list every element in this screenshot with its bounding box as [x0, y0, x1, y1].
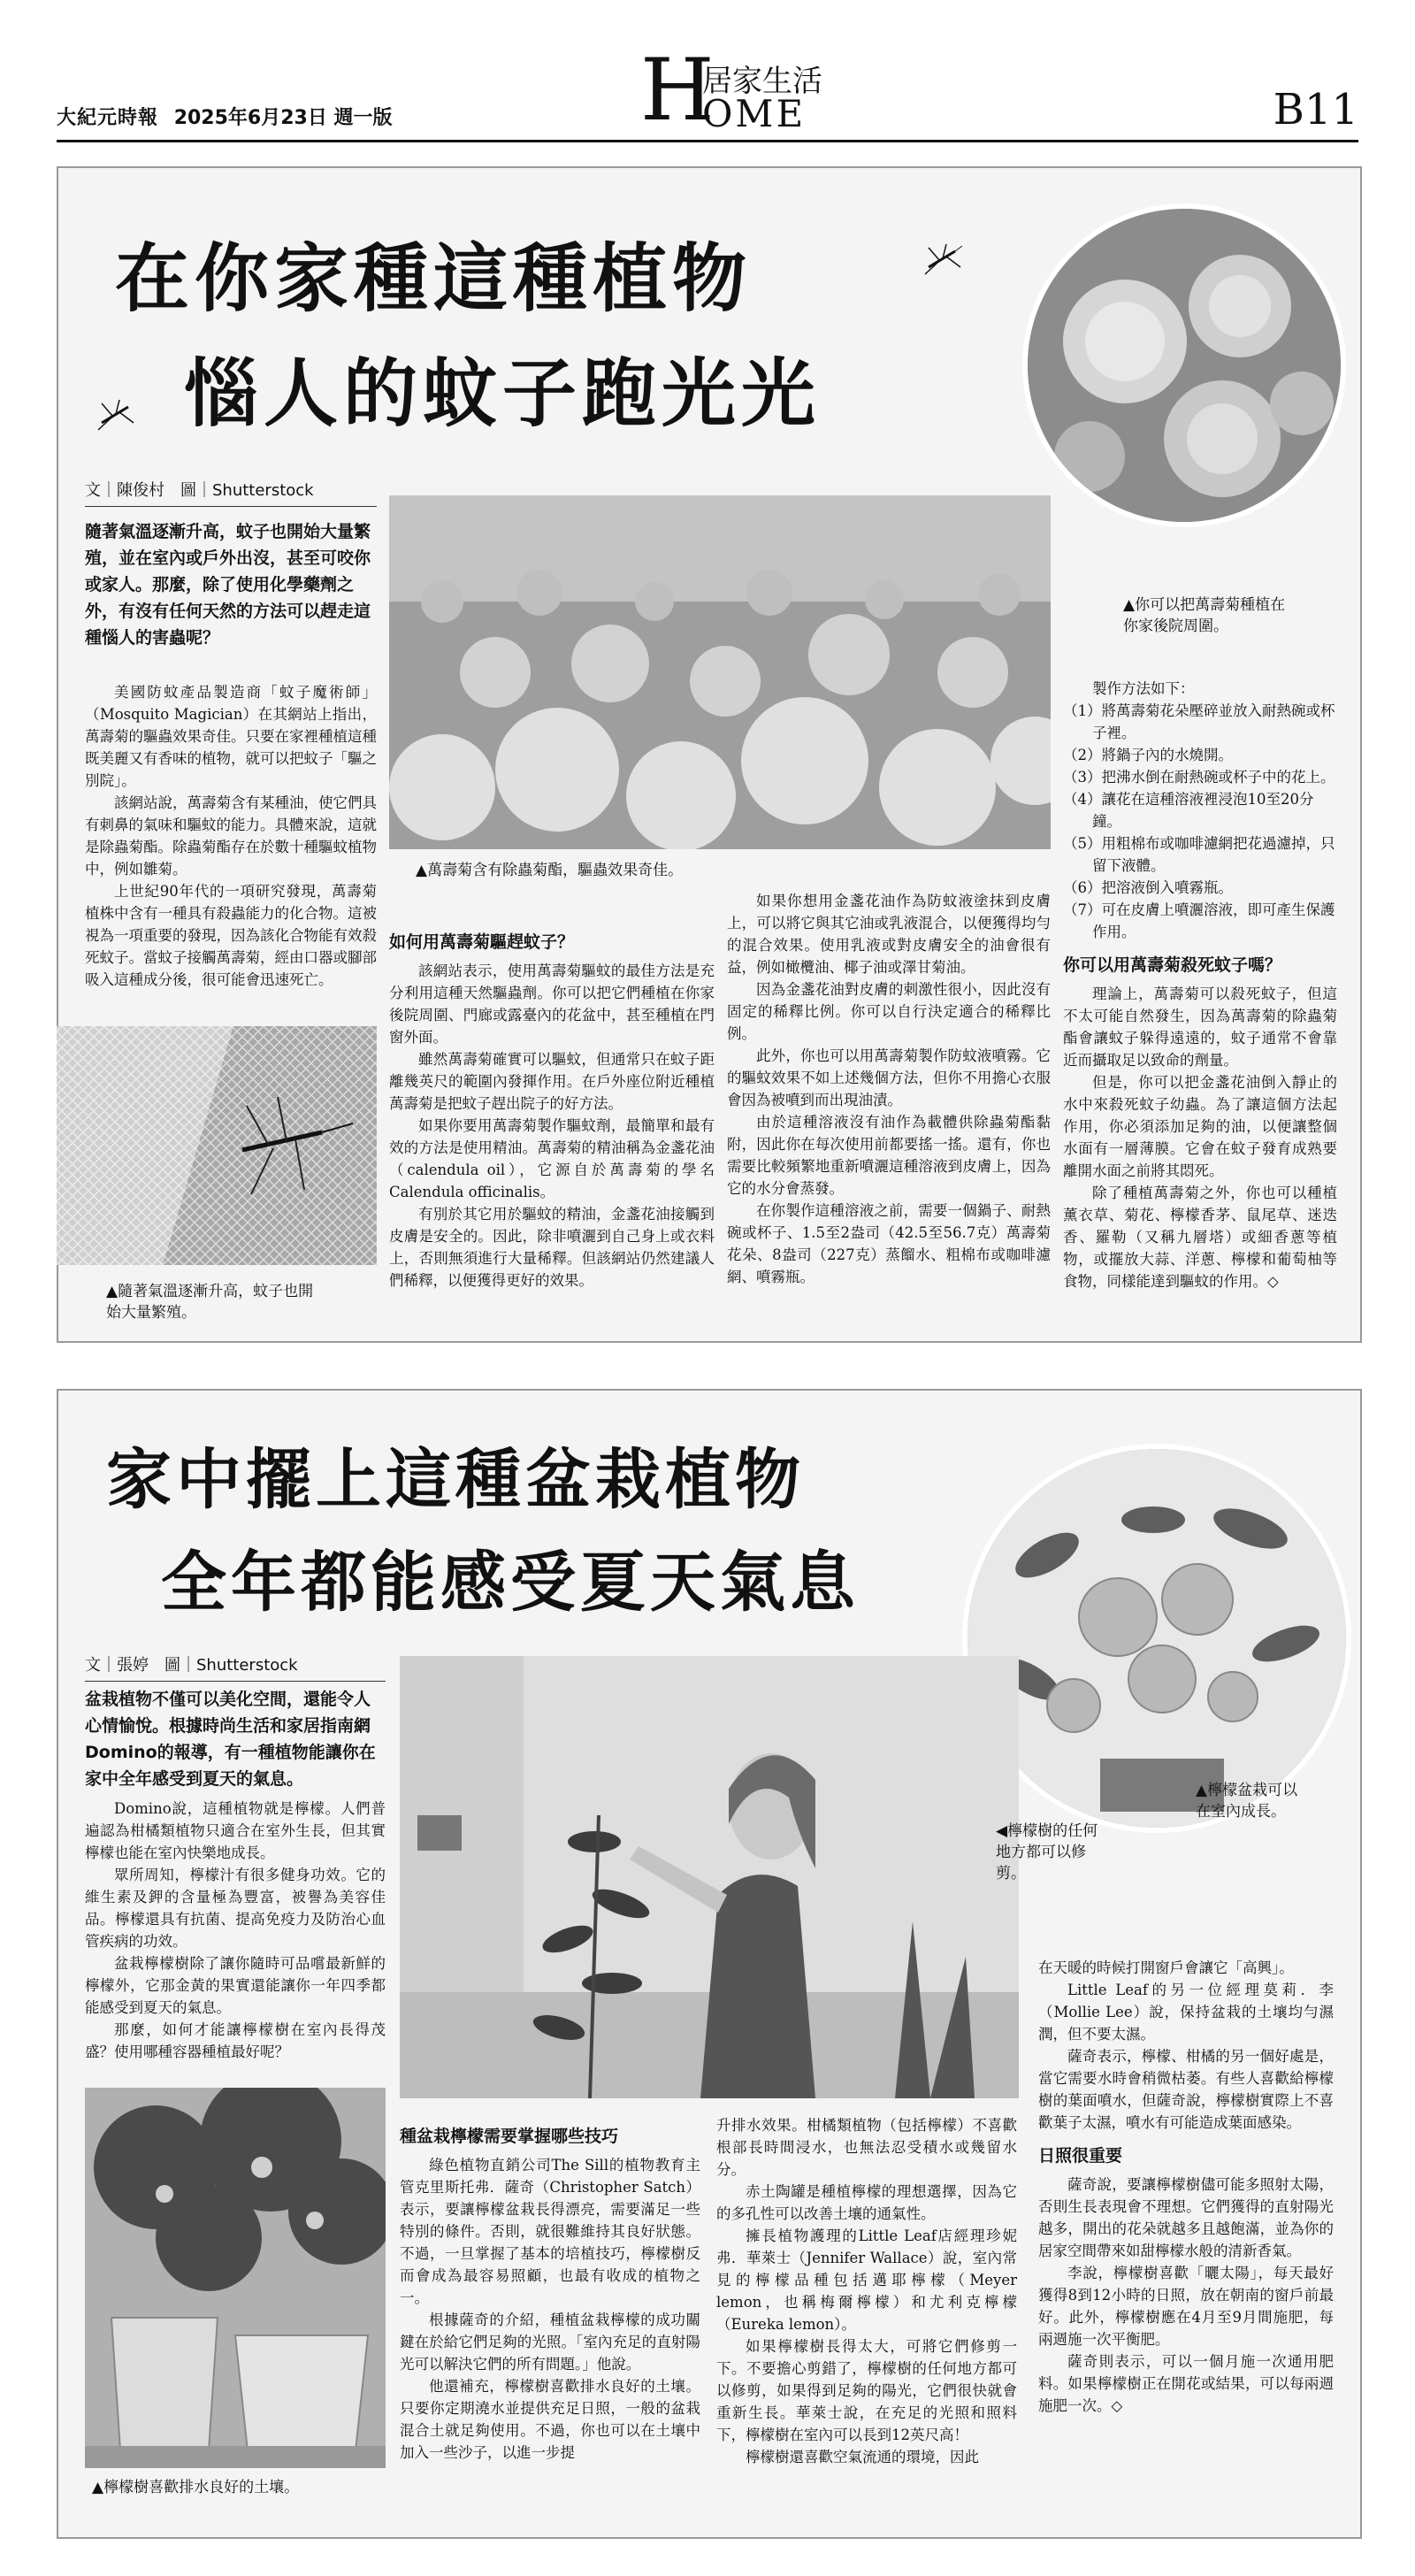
paragraph: 盆栽檸檬樹除了讓你隨時可品嚐最新鮮的檸檬外，它那金黃的果實還能讓你一年四季都能感受到夏天的氣息。 — [85, 1955, 386, 2016]
paragraph: 那麼，如何才能讓檸檬樹在室內長得茂盛？使用哪種容器種植最好呢？ — [85, 2021, 386, 2060]
paragraph: 在天暖的時候打開窗戶會讓它「高興」。 — [1038, 1959, 1294, 1976]
woman-pruning-photo — [400, 1656, 1019, 2098]
step-item: （1）將萬壽菊花朵壓碎並放入耐熱碗或杯子裡。 — [1063, 702, 1335, 741]
article2-woman-caption: ◀檸檬樹的任何地方都可以修剪。 — [996, 1822, 1098, 1882]
paragraph: 擁長植物護理的Little Leaf店經理珍妮弗．華萊士（Jennifer Wallace）說，室內常見的檸檬品種包括邁耶檸檬（Meyer lemon，也稱梅爾檸檬）和尤利克檸檬（Eureka lemon）。 — [716, 2227, 1017, 2333]
paragraph: 如果檸檬樹長得太大，可將它們修剪一下。不要擔心剪錯了，檸檬樹的任何地方都可以修剪，如果得到足夠的陽光，它們很快就會重新生長。華萊士說，在充足的光照和照料下，檸檬樹在室內可以長到12英尺高！ — [716, 2338, 1017, 2443]
article1-subhead1: 如何用萬壽菊驅趕蚊子？ — [389, 932, 575, 952]
lemon-pots-photo — [85, 2088, 386, 2468]
paragraph: 雖然萬壽菊確實可以驅蚊，但通常只在蚊子距離幾英尺的範圍內發揮作用。在戶外座位附近種植萬壽菊是把蚊子趕出院子的好方法。 — [389, 1051, 715, 1112]
article1-title-line1: 在你家種這種植物 — [115, 235, 753, 322]
article1-lead: 隨著氣溫逐漸升高，蚊子也開始大量繁殖，並在室內或戶外出沒，甚至可咬你或家人。那麼，除了使用化學藥劑之外，有沒有任何天然的方法可以趕走這種惱人的害蟲呢？ — [85, 522, 371, 648]
mosquito-icon — [920, 241, 964, 276]
article2-lead: 盆栽植物不僅可以美化空間，還能令人心情愉悅。根據時尚生活和家居指南網Domino的報導，有一種植物能讓你在家中全年感受到夏天的氣息。 — [85, 1690, 376, 1789]
article1-col2 — [389, 920, 715, 1292]
step-item: （5）用粗棉布或咖啡濾網把花過濾掉，只留下液體。 — [1063, 835, 1335, 874]
step-item: （2）將鍋子內的水燒開。 — [1063, 747, 1233, 763]
paragraph: 由於這種溶液沒有油作為載體供除蟲菊酯黏附，因此你在每次使用前都要搖一搖。還有，你也需要比較頻繁地重新噴灑這種溶液到皮膚上，因為它的水分會蒸發。 — [727, 1114, 1051, 1197]
article2-title-line2: 全年都能感受夏天氣息 — [161, 1545, 860, 1621]
paragraph: 因為金盞花油對皮膚的刺激性很小，因此沒有固定的稀釋比例。你可以自行決定適合的稀釋比例。 — [727, 981, 1051, 1042]
mosquito-icon — [93, 396, 137, 432]
paragraph: 有別於其它用於驅蚊的精油，金盞花油接觸到皮膚是安全的。因此，除非噴灑到自己身上或衣料上，否則無須進行大量稀釋。但該網站仍然建議人們稀釋，以便獲得更好的效果。 — [389, 1206, 715, 1289]
article2-col1 — [85, 1798, 386, 2063]
paragraph: 上世紀90年代的一項研究發現，萬壽菊植株中含有一種具有殺蟲能力的化合物。這被視為一項重要的發現，因為該化合物能有效殺死蚊子。當蚊子接觸萬壽菊，經由口器或腳部吸入這種成分後，很可能會迅速死亡。 — [85, 883, 377, 988]
article1-col1 — [85, 681, 377, 991]
article2-col3 — [716, 2114, 1017, 2468]
step-item: （6）把溶液倒入噴霧瓶。 — [1063, 879, 1233, 896]
paragraph: 根據薩奇的介紹，種植盆栽檸檬的成功關鍵在於給它們足夠的光照。「室內充足的直射陽光可以解決它們的所有問題。」他說。 — [400, 2312, 700, 2373]
article1-mosquito-caption: ▲隨著氣溫逐漸升高，蚊子也開始大量繁殖。 — [106, 1283, 314, 1322]
paragraph: Domino說，這種植物就是檸檬。人們普遍認為柑橘類植物只適合在室外生長，但其實檸檬也能在室內快樂地成長。 — [85, 1800, 386, 1861]
article1-col4 — [1063, 678, 1337, 1292]
article2-title-line1: 家中擺上這種盆栽植物 — [106, 1442, 805, 1518]
article1-main-caption: ▲萬壽菊含有除蟲菊酯，驅蟲效果奇佳。 — [416, 862, 684, 879]
article2-circle-caption: ▲檸檬盆栽可以在室內成長。 — [1196, 1782, 1298, 1821]
paragraph: 薩奇則表示，可以一個月施一次通用肥料。如果檸檬樹正在開花或結果，可以每兩週施肥一次。◇ — [1038, 2353, 1334, 2414]
mosquito-net-photo — [57, 1026, 377, 1265]
steps-list — [1063, 700, 1337, 943]
article1-byline: 文｜陳俊村 圖｜Shutterstock — [85, 478, 377, 507]
article2-col2 — [400, 2114, 700, 2464]
article1-circle-caption: ▲你可以把萬壽菊種植在你家後院周圍。 — [1123, 596, 1286, 635]
section-name-en: OME — [702, 92, 807, 135]
paragraph: 理論上，萬壽菊可以殺死蚊子，但這不太可能自然發生，因為萬壽菊的除蟲菊酯會讓蚊子躲得遠遠的，蚊子通常不會靠近而攝取足以致命的劑量。 — [1063, 985, 1337, 1069]
article1-col3 — [727, 890, 1051, 1288]
paragraph: 除了種植萬壽菊之外，你也可以種植薰衣草、菊花、檸檬香茅、鼠尾草、迷迭香、羅勒（又稱九層塔）或細香蔥等植物，或擺放大蒜、洋蔥、檸檬和葡萄柚等食物，同樣能達到驅蚊的作用。◇ — [1063, 1184, 1337, 1290]
marigold-field-photo — [389, 495, 1051, 849]
paragraph: 薩奇說，要讓檸檬樹儘可能多照射太陽，否則生長表現會不理想。它們獲得的直射陽光越多，開出的花朵就越多且越飽滿，並為你的居家空間帶來如甜檸檬水般的清新香氣。 — [1038, 2176, 1334, 2259]
paragraph: 他還補充，檸檬樹喜歡排水良好的土壤。只要你定期澆水並提供充足日照，一般的盆栽混合土就足夠使用。不過，你也可以在土壤中加入一些沙子，以進一步提 — [400, 2378, 700, 2461]
masthead — [57, 41, 1358, 143]
paragraph: 在你製作這種溶液之前，需要一個鍋子、耐熱碗或杯子、1.5至2盎司（42.5至56.7克）萬壽菊花朵、8盎司（227克）蒸餾水、粗棉布或咖啡濾網、噴霧瓶。 — [727, 1202, 1051, 1285]
paragraph: 如果你要用萬壽菊製作驅蚊劑，最簡單和最有效的方法是使用精油。萬壽菊的精油稱為金盞花油（calendula oil），它源自於萬壽菊的學名Calendula officinalis。 — [389, 1117, 715, 1200]
paragraph: 此外，你也可以用萬壽菊製作防蚊液噴霧。它的驅蚊效果不如上述幾個方法，但你不用擔心衣服會因為被噴到而出現油漬。 — [727, 1047, 1051, 1108]
article2-byline: 文｜張婷 圖｜Shutterstock — [85, 1652, 386, 1682]
paragraph: 但是，你可以把金盞花油倒入靜止的水中來殺死蚊子幼蟲。為了讓這個方法起作用，你必須添加足夠的油，以便讓整個水面有一層薄膜。它會在蚊子發育成熟要離開水面之前將其悶死。 — [1063, 1074, 1337, 1179]
masthead-left — [57, 103, 393, 130]
article2-subhead2: 日照很重要 — [1038, 2146, 1123, 2166]
section-name-zh: 居家生活 — [702, 64, 822, 99]
article1-subhead2: 你可以用萬壽菊殺死蚊子嗎？ — [1063, 955, 1282, 975]
section-letter: H — [640, 41, 715, 140]
step-item: （3）把沸水倒在耐熱碗或杯子中的花上。 — [1063, 769, 1335, 786]
masthead-rule — [57, 140, 1358, 142]
paragraph: 眾所周知，檸檬汁有很多健身功效。它的維生素及鉀的含量極為豐富，被譽為美容佳品。檸檬還具有抗菌、提高免疫力及防治心血管疾病的功效。 — [85, 1867, 386, 1950]
paragraph: 如果你想用金盞花油作為防蚊液塗抹到皮膚上，可以將它與其它油或乳液混合，以便獲得均勻的混合效果。使用乳液或對皮膚安全的油會很有益，例如橄欖油、椰子油或澤甘菊油。 — [727, 893, 1051, 976]
lemon-tree-circle-photo — [962, 1444, 1351, 1833]
marigold-circle-photo — [1022, 203, 1346, 527]
page-number: B11 — [1273, 85, 1358, 134]
paragraph: Little Leaf的另一位經理莫莉．李（Mollie Lee）說，保持盆栽的土壤均勻濕潤，但不要太濕。 — [1038, 1982, 1334, 2043]
paragraph: 李說，檸檬樹喜歡「曬太陽」，每天最好獲得8到12小時的日照，放在朝南的窗戶前最好。此外，檸檬樹應在4月至9月間施肥，每兩週施一次平衡肥。 — [1038, 2265, 1334, 2348]
paragraph: 檸檬樹還喜歡空氣流通的環境，因此 — [746, 2449, 979, 2465]
paragraph: 薩奇表示，檸檬、柑橘的另一個好處是，當它需要水時會稍微枯萎。有些人喜歡給檸檬樹的葉面噴水，但薩奇說，檸檬樹實際上不喜歡葉子太濕，噴水有可能造成葉面感染。 — [1038, 2048, 1334, 2131]
paragraph: 美國防蚊產品製造商「蚊子魔術師」（Mosquito Magician）在其網站上指出，萬壽菊的驅蟲效果奇佳。只要在家裡種植這種既美麗又有香味的植物，就可以把蚊子「驅之別院」。 — [85, 684, 377, 789]
article2-col4 — [1038, 1957, 1334, 2417]
paragraph: 綠色植物直銷公司The Sill的植物教育主管克里斯托弗．薩奇（Christopher Satch）表示，要讓檸檬盆栽長得漂亮，需要滿足一些特別的條件。否則，就很難維持其良好狀態。不過，一旦掌握了基本的培植技巧，檸檬樹反而會成為最容易照顧，也最有收成的植物之一。 — [400, 2157, 700, 2306]
newspaper-logo: 大紀元時報 — [57, 106, 159, 129]
paragraph: 升排水效果。柑橘類植物（包括檸檬）不喜歡根部長時間浸水，也無法忍受積水或幾留水分。 — [716, 2117, 1017, 2178]
step-item: （4）讓花在這種溶液裡浸泡10至20分鐘。 — [1063, 791, 1314, 830]
steps-intro: 製作方法如下： — [1092, 680, 1195, 697]
article1-title-line2: 惱人的蚊子跑光光 — [184, 350, 822, 437]
paragraph: 赤土陶罐是種植檸檬的理想選擇，因為它的多孔性可以改善土壤的通氣性。 — [716, 2183, 1017, 2222]
article2-pots-caption: ▲檸檬樹喜歡排水良好的土壤。 — [92, 2479, 300, 2496]
paragraph: 該網站說，萬壽菊含有某種油，使它們具有刺鼻的氣味和驅蚊的能力。具體來說，這就是除蟲菊酯。除蟲菊酯存在於數十種驅蚊植物中，例如雛菊。 — [85, 794, 377, 878]
step-item: （7）可在皮膚上噴灑溶液，即可產生保護作用。 — [1063, 901, 1335, 940]
paragraph: 該網站表示，使用萬壽菊驅蚊的最佳方法是充分利用這種天然驅蟲劑。你可以把它們種植在你家後院周圍、門廊或露臺內的花盆中，甚至種植在門窗外面。 — [389, 962, 715, 1046]
article2-subhead1: 種盆栽檸檬需要掌握哪些技巧 — [400, 2127, 619, 2146]
section-title — [640, 41, 906, 140]
issue-date: 2025年6月23日 週一版 — [173, 107, 393, 129]
